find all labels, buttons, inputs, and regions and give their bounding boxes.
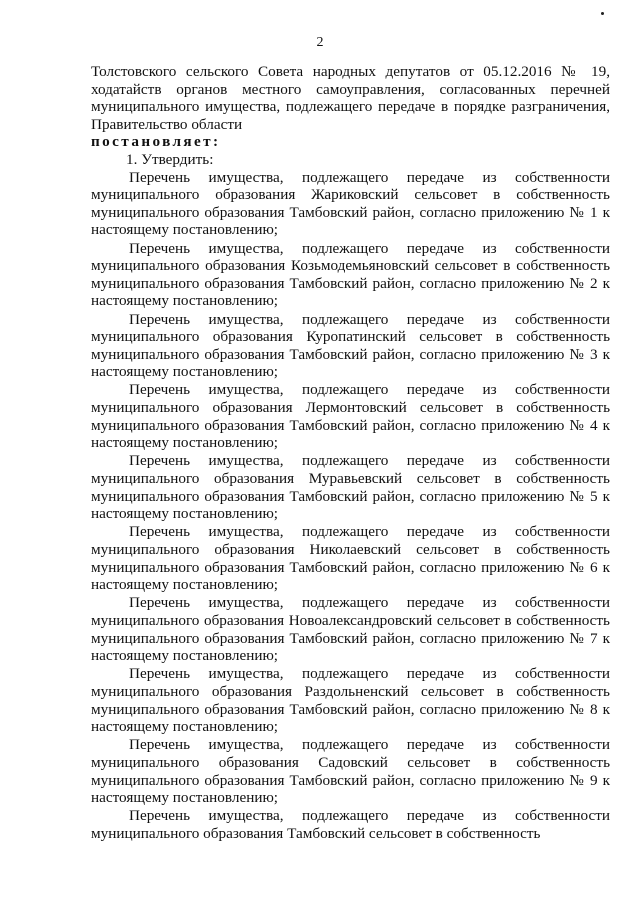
list-item: Перечень имущества, подлежащего передаче из собственности муниципального образования Николаевский сельсовет в собственность муниципального образования Тамбовский район, согласно приложению № 6 к настоящему постановлению; — [91, 523, 610, 594]
scan-speck — [601, 12, 604, 15]
list-item: Перечень имущества, подлежащего передаче из собственности муниципального образования Муравьевский сельсовет в собственность муниципального образования Тамбовский район, согласно приложению № 5 к настоящему постановлению; — [91, 452, 610, 523]
list-item: Перечень имущества, подлежащего передаче из собственности муниципального образования Жариковский сельсовет в собственность муниципального образования Тамбовский район, согласно приложению № 1 к настоящему постановлению; — [91, 168, 610, 239]
list-item: Перечень имущества, подлежащего передаче из собственности муниципального образования Садовский сельсовет в собственность муниципального образования Тамбовский район, согласно приложению № 9 к настоящему постановлению; — [91, 736, 610, 807]
list-item: Перечень имущества, подлежащего передаче из собственности муниципального образования Козьмодемьяновский сельсовет в собственность муниципального образования Тамбовский район, согласно приложению № 2 к настоящему постановлению; — [91, 239, 610, 310]
point-1: 1. Утвердить: — [126, 150, 214, 168]
list-item: Перечень имущества, подлежащего передаче из собственности муниципального образования Лермонтовский сельсовет в собственность муниципального образования Тамбовский район, согласно приложению № 4 к настоящему постановлению; — [91, 381, 610, 452]
list-item: Перечень имущества, подлежащего передаче из собственности муниципального образования Тамбовский сельсовет в собственность — [91, 807, 610, 842]
intro-paragraph: Толстовского сельского Совета народных депутатов от 05.12.2016 № 19, ходатайств органов местного самоуправления, согласованных перечней муниципального имущества, подлежащего передаче в порядке разграничения, Правительство области — [91, 63, 610, 133]
page-number: 2 — [316, 35, 324, 50]
resolve-heading: постановляет: — [91, 133, 221, 151]
list-item: Перечень имущества, подлежащего передаче из собственности муниципального образования Куропатинский сельсовет в собственность муниципального образования Тамбовский район, согласно приложению № 3 к настоящему постановлению; — [91, 310, 610, 381]
list-item: Перечень имущества, подлежащего передаче из собственности муниципального образования Раздольненский сельсовет в собственность муниципального образования Тамбовский район, согласно приложению № 8 к настоящему постановлению; — [91, 665, 610, 736]
document-body — [91, 63, 610, 842]
list-item: Перечень имущества, подлежащего передаче из собственности муниципального образования Новоалександровский сельсовет в собственность муниципального образования Тамбовский район, согласно приложению № 7 к настоящему постановлению; — [91, 594, 610, 665]
